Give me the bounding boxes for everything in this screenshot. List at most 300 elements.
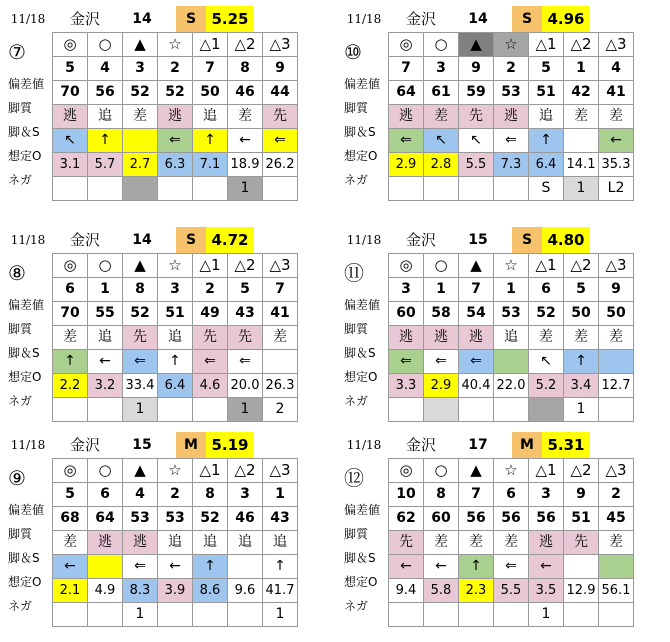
odds-cell: 8.3 [123, 579, 158, 603]
legs-cell [263, 350, 298, 374]
legs-cell: ← [529, 555, 564, 579]
style-cell: 差 [424, 531, 459, 555]
legs-cell: ↖ [53, 129, 88, 153]
row-nega [53, 177, 298, 201]
horse-number-cell: 1 [564, 57, 599, 81]
style-cell: 差 [529, 326, 564, 350]
odds-cell: 2.7 [123, 153, 158, 177]
row-nums [53, 57, 298, 81]
deviation-cell: 62 [389, 507, 424, 531]
row-labels [340, 458, 388, 618]
legs-cell: ↖ [529, 350, 564, 374]
race-number: ⑫ [344, 466, 364, 490]
pace-badge: S [176, 227, 206, 253]
horse-number-cell: 7 [459, 278, 494, 302]
deviation-cell: 70 [53, 81, 88, 105]
nega-cell: 1 [123, 398, 158, 422]
legs-cell [599, 350, 634, 374]
nega-cell [494, 398, 529, 422]
odds-cell: 7.3 [494, 153, 529, 177]
horse-number-cell: 1 [494, 278, 529, 302]
nega-cell [459, 398, 494, 422]
row-nums [53, 483, 298, 507]
row-legs [53, 129, 298, 153]
row-style [389, 531, 634, 555]
row-label-odds: 想定O [344, 575, 378, 589]
nega-cell [228, 603, 263, 627]
nega-cell [424, 398, 459, 422]
deviation-cell: 53 [123, 507, 158, 531]
row-marks [389, 459, 634, 483]
race-date: 11/18 [10, 233, 46, 247]
horse-number-cell: 3 [389, 278, 424, 302]
race-block [340, 227, 670, 432]
horse-number-cell: 1 [424, 278, 459, 302]
legs-cell: ⇐ [123, 350, 158, 374]
mark-cell: △3 [263, 254, 298, 278]
race-venue: 金沢 [405, 436, 436, 454]
legs-cell: ← [389, 555, 424, 579]
row-style [53, 531, 298, 555]
pace-badge: S [512, 6, 542, 32]
row-legs [389, 350, 634, 374]
row-marks [53, 33, 298, 57]
legs-cell: ⇐ [193, 350, 228, 374]
mark-cell: ◎ [389, 254, 424, 278]
nega-cell: 1 [564, 398, 599, 422]
style-cell: 差 [599, 105, 634, 129]
odds-cell: 6.4 [158, 374, 193, 398]
odds-cell: 22.0 [494, 374, 529, 398]
style-cell: 差 [564, 105, 599, 129]
race-venue: 金沢 [405, 10, 436, 28]
nega-cell [564, 603, 599, 627]
horse-number-cell: 7 [193, 57, 228, 81]
deviation-cell: 56 [88, 81, 123, 105]
row-labels [4, 32, 52, 192]
style-cell: 先 [228, 326, 263, 350]
nega-cell [389, 177, 424, 201]
pace-value: 5.25 [206, 6, 254, 32]
deviation-cell: 56 [459, 507, 494, 531]
mark-cell: ○ [424, 459, 459, 483]
runner-count: 15 [468, 232, 488, 248]
deviation-cell: 50 [564, 302, 599, 326]
horse-number-cell: 5 [53, 483, 88, 507]
style-cell: 差 [53, 531, 88, 555]
style-cell: 差 [53, 326, 88, 350]
mark-cell: ▲ [123, 254, 158, 278]
horse-number-cell: 6 [494, 483, 529, 507]
horse-number-cell: 5 [564, 278, 599, 302]
race-number: ⑧ [8, 261, 26, 285]
legs-cell: ↑ [158, 350, 193, 374]
odds-cell: 2.2 [53, 374, 88, 398]
mark-cell: △1 [193, 459, 228, 483]
mark-cell: △1 [193, 33, 228, 57]
mark-cell: △1 [529, 33, 564, 57]
row-label-style: 脚質 [344, 101, 369, 115]
horse-number-cell: 9 [263, 57, 298, 81]
odds-cell: 2.9 [424, 374, 459, 398]
deviation-cell: 50 [193, 81, 228, 105]
row-label-legs: 脚＆S [8, 346, 40, 360]
horse-number-cell: 9 [599, 278, 634, 302]
mark-cell: ▲ [459, 459, 494, 483]
odds-cell: 7.1 [193, 153, 228, 177]
legs-cell: ← [88, 350, 123, 374]
row-odds [389, 579, 634, 603]
row-dev [389, 81, 634, 105]
horse-number-cell: 4 [123, 483, 158, 507]
nega-cell [459, 603, 494, 627]
horse-number-cell: 3 [529, 483, 564, 507]
odds-cell: 3.4 [564, 374, 599, 398]
row-odds [389, 153, 634, 177]
deviation-cell: 55 [88, 302, 123, 326]
row-label-deviation: 偏差値 [8, 298, 45, 312]
race-header [340, 6, 670, 32]
legs-cell [123, 129, 158, 153]
deviation-cell: 41 [599, 81, 634, 105]
legs-cell [88, 555, 123, 579]
legs-cell: ⇐ [158, 129, 193, 153]
pace-value: 4.80 [542, 227, 590, 253]
mark-cell: △2 [228, 33, 263, 57]
odds-cell: 9.4 [389, 579, 424, 603]
race-block [4, 6, 334, 211]
odds-cell: 4.6 [193, 374, 228, 398]
nega-cell [158, 603, 193, 627]
deviation-cell: 53 [494, 302, 529, 326]
runner-count: 14 [132, 232, 152, 248]
nega-cell: 1 [529, 603, 564, 627]
deviation-cell: 49 [193, 302, 228, 326]
legs-cell: ⇐ [494, 129, 529, 153]
legs-cell: ↑ [88, 129, 123, 153]
row-label-odds: 想定O [344, 370, 378, 384]
horse-number-cell: 2 [158, 57, 193, 81]
style-cell: 差 [599, 531, 634, 555]
row-nega [389, 603, 634, 627]
row-label-nega: ネガ [344, 173, 369, 187]
odds-cell: 12.9 [564, 579, 599, 603]
race-block [340, 432, 670, 637]
odds-cell: 3.2 [88, 374, 123, 398]
horse-number-cell: 8 [123, 278, 158, 302]
nega-cell [389, 603, 424, 627]
row-odds [53, 153, 298, 177]
nega-cell: 1 [564, 177, 599, 201]
row-label-nega: ネガ [344, 599, 369, 613]
row-nega [53, 603, 298, 627]
row-marks [53, 459, 298, 483]
row-label-deviation: 偏差値 [8, 503, 45, 517]
horse-number-cell: 5 [529, 57, 564, 81]
row-nega [389, 177, 634, 201]
race-venue: 金沢 [69, 10, 100, 28]
deviation-cell: 43 [228, 302, 263, 326]
nega-cell: 1 [263, 603, 298, 627]
horse-number-cell: 5 [53, 57, 88, 81]
mark-cell: ▲ [459, 254, 494, 278]
nega-cell [459, 177, 494, 201]
mark-cell: ○ [88, 459, 123, 483]
legs-cell: ← [158, 555, 193, 579]
style-cell: 逃 [529, 531, 564, 555]
nega-cell [158, 177, 193, 201]
nega-cell: 1 [228, 177, 263, 201]
legs-cell: ⇐ [389, 129, 424, 153]
legs-cell: ⇐ [123, 555, 158, 579]
horse-number-cell: 1 [263, 483, 298, 507]
row-labels [340, 253, 388, 413]
row-marks [389, 33, 634, 57]
nega-cell [53, 398, 88, 422]
race-grid [52, 32, 298, 201]
nega-cell: L2 [599, 177, 634, 201]
nega-cell [193, 177, 228, 201]
race-grid [388, 253, 634, 422]
row-marks [53, 254, 298, 278]
style-cell: 追 [193, 531, 228, 555]
row-labels [4, 253, 52, 413]
deviation-cell: 68 [53, 507, 88, 531]
mark-cell: ☆ [158, 33, 193, 57]
row-label-deviation: 偏差値 [344, 298, 381, 312]
row-label-deviation: 偏差値 [344, 503, 381, 517]
odds-cell: 2.9 [389, 153, 424, 177]
horse-number-cell: 9 [459, 57, 494, 81]
odds-cell: 40.4 [459, 374, 494, 398]
row-style [53, 105, 298, 129]
style-cell: 追 [158, 326, 193, 350]
style-cell: 追 [193, 105, 228, 129]
legs-cell: ↖ [459, 129, 494, 153]
race-block [4, 432, 334, 637]
mark-cell: ○ [424, 254, 459, 278]
legs-cell: ← [424, 555, 459, 579]
mark-cell: △2 [228, 459, 263, 483]
horse-number-cell: 3 [424, 57, 459, 81]
deviation-cell: 60 [424, 507, 459, 531]
style-cell: 逃 [389, 326, 424, 350]
legs-cell: ↖ [424, 129, 459, 153]
horse-number-cell: 4 [599, 57, 634, 81]
deviation-cell: 46 [228, 507, 263, 531]
row-dev [53, 302, 298, 326]
horse-number-cell: 6 [529, 278, 564, 302]
row-nums [389, 483, 634, 507]
row-label-legs: 脚＆S [344, 551, 376, 565]
row-labels [340, 32, 388, 192]
race-number: ⑨ [8, 466, 26, 490]
deviation-cell: 64 [88, 507, 123, 531]
race-number: ⑦ [8, 40, 26, 64]
legs-cell: ⇐ [494, 555, 529, 579]
mark-cell: △2 [564, 459, 599, 483]
legs-cell: ↑ [564, 350, 599, 374]
horse-number-cell: 2 [599, 483, 634, 507]
mark-cell: △3 [263, 459, 298, 483]
style-cell: 追 [88, 105, 123, 129]
deviation-cell: 41 [263, 302, 298, 326]
deviation-cell: 56 [494, 507, 529, 531]
horse-number-cell: 8 [193, 483, 228, 507]
deviation-cell: 64 [389, 81, 424, 105]
race-venue: 金沢 [69, 231, 100, 249]
deviation-cell: 43 [263, 507, 298, 531]
style-cell: 先 [263, 105, 298, 129]
nega-cell [263, 177, 298, 201]
pace-badge: M [512, 432, 542, 458]
mark-cell: ▲ [459, 33, 494, 57]
row-odds [53, 579, 298, 603]
row-label-odds: 想定O [8, 370, 42, 384]
legs-cell [494, 350, 529, 374]
horse-number-cell: 1 [88, 278, 123, 302]
race-block [4, 227, 334, 432]
nega-cell [424, 603, 459, 627]
mark-cell: ○ [88, 33, 123, 57]
style-cell: 差 [459, 531, 494, 555]
nega-cell [53, 603, 88, 627]
style-cell: 逃 [88, 531, 123, 555]
row-style [53, 326, 298, 350]
mark-cell: ◎ [53, 254, 88, 278]
odds-cell: 5.2 [529, 374, 564, 398]
legs-cell: ↑ [53, 350, 88, 374]
runner-count: 15 [132, 437, 152, 453]
style-cell: 差 [494, 531, 529, 555]
odds-cell: 5.5 [494, 579, 529, 603]
race-header [340, 432, 670, 458]
style-cell: 追 [228, 531, 263, 555]
runner-count: 17 [468, 437, 488, 453]
horse-number-cell: 4 [88, 57, 123, 81]
pace-badge: S [512, 227, 542, 253]
horse-number-cell: 3 [228, 483, 263, 507]
race-number: ⑩ [344, 40, 362, 64]
race-venue: 金沢 [405, 231, 436, 249]
race-header [4, 227, 334, 253]
legs-cell: ⇐ [228, 350, 263, 374]
row-dev [389, 507, 634, 531]
legs-cell: ↑ [263, 555, 298, 579]
legs-cell: ↑ [529, 129, 564, 153]
mark-cell: △2 [228, 254, 263, 278]
odds-cell: 26.3 [263, 374, 298, 398]
deviation-cell: 52 [123, 302, 158, 326]
legs-cell [564, 555, 599, 579]
style-cell: 先 [564, 531, 599, 555]
race-grid [52, 253, 298, 422]
nega-cell [53, 177, 88, 201]
runner-count: 14 [468, 11, 488, 27]
row-labels [4, 458, 52, 618]
row-label-legs: 脚＆S [344, 346, 376, 360]
odds-cell: 5.8 [424, 579, 459, 603]
row-odds [389, 374, 634, 398]
mark-cell: ○ [88, 254, 123, 278]
deviation-cell: 44 [263, 81, 298, 105]
odds-cell: 6.4 [529, 153, 564, 177]
style-cell: 差 [123, 105, 158, 129]
race-date: 11/18 [10, 438, 46, 452]
horse-number-cell: 7 [389, 57, 424, 81]
odds-cell: 2.8 [424, 153, 459, 177]
odds-cell: 35.3 [599, 153, 634, 177]
deviation-cell: 53 [158, 507, 193, 531]
deviation-cell: 51 [158, 302, 193, 326]
nega-cell [494, 603, 529, 627]
row-label-nega: ネガ [8, 599, 33, 613]
row-legs [53, 555, 298, 579]
horse-number-cell: 8 [424, 483, 459, 507]
mark-cell: △2 [564, 254, 599, 278]
deviation-cell: 42 [564, 81, 599, 105]
row-nega [389, 398, 634, 422]
legs-cell: ← [599, 129, 634, 153]
style-cell: 追 [529, 105, 564, 129]
row-label-nega: ネガ [344, 394, 369, 408]
nega-cell [193, 398, 228, 422]
deviation-cell: 58 [424, 302, 459, 326]
row-label-legs: 脚＆S [8, 551, 40, 565]
nega-cell: 1 [123, 603, 158, 627]
style-cell: 逃 [158, 105, 193, 129]
row-label-odds: 想定O [344, 149, 378, 163]
odds-cell: 12.7 [599, 374, 634, 398]
row-odds [53, 374, 298, 398]
row-legs [389, 129, 634, 153]
mark-cell: ▲ [123, 33, 158, 57]
odds-cell: 5.7 [88, 153, 123, 177]
horse-number-cell: 2 [158, 483, 193, 507]
pace-value: 4.72 [206, 227, 254, 253]
mark-cell: ◎ [389, 459, 424, 483]
style-cell: 差 [263, 326, 298, 350]
mark-cell: △1 [529, 254, 564, 278]
row-label-style: 脚質 [8, 101, 33, 115]
row-dev [53, 81, 298, 105]
row-label-nega: ネガ [8, 394, 33, 408]
race-date: 11/18 [346, 233, 382, 247]
odds-cell: 18.9 [228, 153, 263, 177]
row-label-style: 脚質 [8, 322, 33, 336]
deviation-cell: 59 [459, 81, 494, 105]
mark-cell: ☆ [494, 459, 529, 483]
row-dev [53, 507, 298, 531]
legs-cell: ⇐ [424, 350, 459, 374]
nega-cell [529, 398, 564, 422]
mark-cell: ◎ [389, 33, 424, 57]
legs-cell: ← [53, 555, 88, 579]
style-cell: 先 [389, 531, 424, 555]
mark-cell: ☆ [158, 254, 193, 278]
race-venue: 金沢 [69, 436, 100, 454]
mark-cell: △2 [564, 33, 599, 57]
odds-cell: 33.4 [123, 374, 158, 398]
mark-cell: ☆ [494, 33, 529, 57]
pace-value: 5.31 [542, 432, 590, 458]
mark-cell: ◎ [53, 459, 88, 483]
deviation-cell: 70 [53, 302, 88, 326]
row-marks [389, 254, 634, 278]
runner-count: 14 [132, 11, 152, 27]
row-label-deviation: 偏差値 [8, 77, 45, 91]
mark-cell: ☆ [494, 254, 529, 278]
